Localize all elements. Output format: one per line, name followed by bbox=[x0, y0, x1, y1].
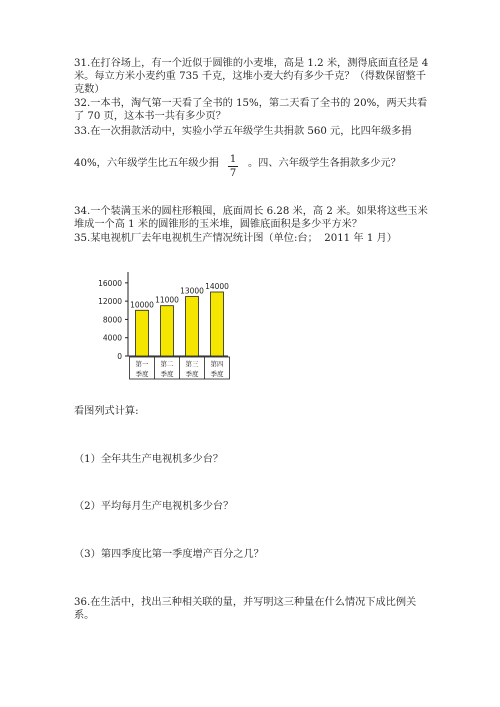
question-33-line2-end: 。四、六年级学生各捐款多少元？ bbox=[248, 158, 401, 169]
bar-value-label: 13000 bbox=[180, 286, 204, 296]
bar-value-label: 11000 bbox=[155, 295, 179, 305]
question-35: 35.某电视机厂去年电视机生产情况统计图（单位:台； 2011 年 1 月） bbox=[74, 233, 397, 244]
y-tick-label: 0 bbox=[117, 352, 122, 361]
category-label: 第四 bbox=[210, 360, 224, 368]
category-label: 第一 bbox=[135, 360, 149, 368]
question-33-line2: 40%，六年级学生比五年级少捐 bbox=[74, 158, 219, 169]
fraction-one-seventh bbox=[228, 154, 238, 179]
category-label: 第三 bbox=[185, 360, 199, 368]
question-31: 31.在打谷场上，有一个近似于圆锥的小麦堆，高是 1.2 米，测得底面直径是 4 米。每立方米小麦约重 735 千克，这堆小麦大约有多少千克？（得数保留整千克数） bbox=[74, 58, 432, 96]
bar bbox=[211, 292, 224, 356]
y-tick-label: 4000 bbox=[102, 333, 122, 343]
bar-value-label: 10000 bbox=[130, 300, 154, 310]
category-label: 季度 bbox=[210, 370, 224, 378]
sub-question-1: （1）全年共生产电视机多少台？ bbox=[74, 454, 224, 465]
category-label: 季度 bbox=[135, 370, 149, 378]
bar bbox=[136, 310, 149, 356]
category-label: 季度 bbox=[185, 370, 199, 378]
instruction: 看图列式计算: bbox=[74, 406, 139, 417]
category-label: 第二 bbox=[160, 360, 174, 368]
category-label: 季度 bbox=[160, 370, 174, 378]
question-32: 32.一本书，淘气第一天看了全书的 15%，第二天看了全书的 20%，两天共看了 70 页，这本书一共有多少页？ bbox=[74, 98, 428, 123]
fraction-bar bbox=[228, 166, 238, 167]
y-tick-label: 16000 bbox=[98, 278, 122, 288]
question-33-line1: 33.在一次捐款活动中，实验小学五年级学生共捐款 560 元，比四年级多捐 bbox=[74, 126, 412, 137]
fraction-numerator: 1 bbox=[229, 154, 237, 165]
bar-value-label: 14000 bbox=[205, 282, 229, 291]
bar bbox=[186, 297, 199, 356]
bar bbox=[161, 306, 174, 356]
y-tick-label: 12000 bbox=[98, 297, 122, 307]
question-34: 34.一个装满玉米的圆柱形粮囤，底面周长 6.28 米，高 2 米。如果将这些玉米堆成一个高 1 米的圆锥形的玉米堆，圆锥底面积是多少平方米？ bbox=[74, 206, 428, 231]
tv-production-bar-chart bbox=[84, 268, 229, 384]
sub-question-2: （2）平均每月生产电视机多少台？ bbox=[74, 501, 234, 512]
question-36: 36.在生活中，找出三种相关联的量，并写明这三种量在什么情况下成比例关系。 bbox=[74, 597, 417, 622]
fraction-denominator: 7 bbox=[229, 168, 237, 179]
y-tick-label: 8000 bbox=[102, 315, 122, 325]
sub-question-3: （3）第四季度比第一季度增产百分之几？ bbox=[74, 549, 264, 560]
